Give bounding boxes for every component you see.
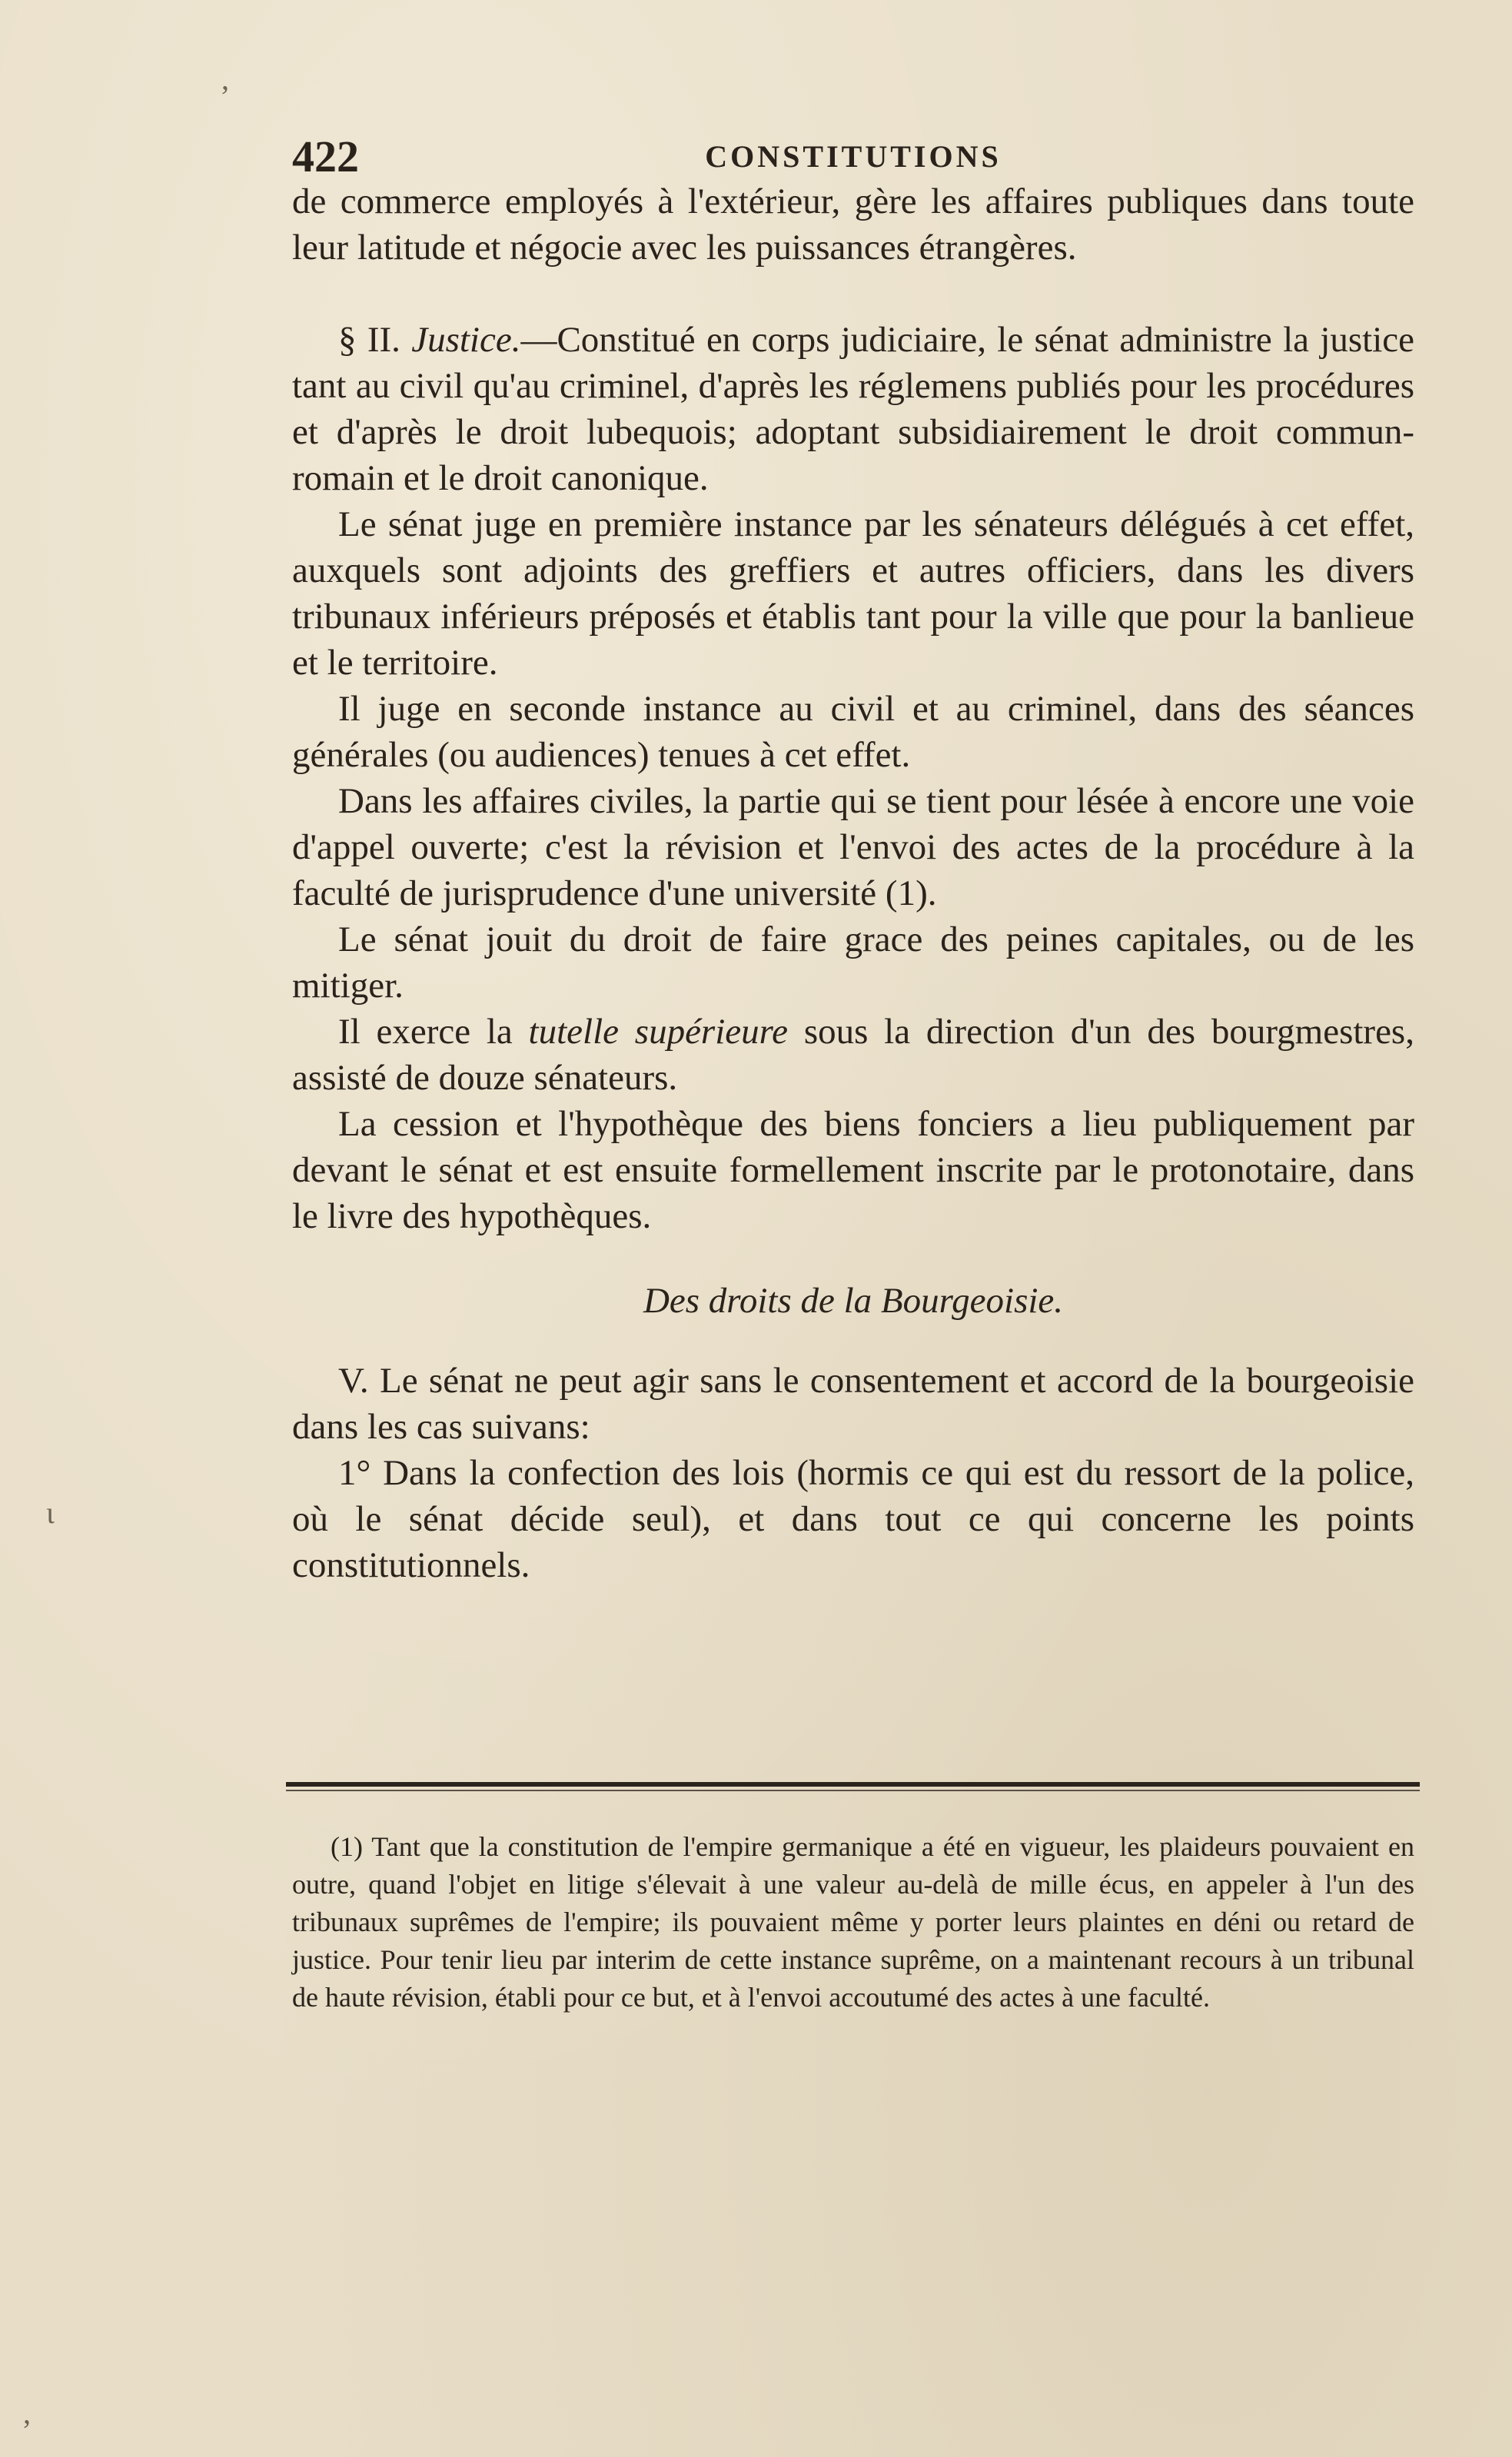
footnote-rule bbox=[286, 1782, 1420, 1787]
tutelle-text-before: Il exerce la bbox=[338, 1012, 529, 1052]
paragraph-commerce: de commerce employés à l'extérieur, gère les affaires publiques dans toute leur latitude et négocie avec les puissances étrangères. bbox=[292, 181, 1414, 268]
justice-heading: Justice. bbox=[411, 320, 521, 360]
paragraph-consent: V. Le sénat ne peut agir sans le consentement et accord de la bourgeoisie dans les cas suivans: bbox=[292, 1361, 1414, 1447]
footnote-rule-thin bbox=[286, 1790, 1420, 1791]
justice-text: —Constitué en corps judiciaire, le sénat administre la justice tant au civil qu'au criminel, d'après les réglemens publiés pour les procédures et d'après le droit lubequois; adoptant subsidiairement le droit commun-romain et le droit canonique. bbox=[292, 320, 1415, 498]
paragraph-second-instance: Il juge en seconde instance au civil et au criminel, dans des séances générales (ou audiences) tenues à cet effet. bbox=[292, 689, 1414, 775]
paragraph-justice bbox=[292, 317, 1414, 501]
stray-mark-top: ʼ bbox=[220, 79, 231, 114]
running-head: CONSTITUTIONS bbox=[705, 139, 1002, 174]
page-header bbox=[292, 131, 1414, 185]
stray-mark-left: ɩ bbox=[46, 1495, 55, 1530]
justice-section-mark: § II. bbox=[338, 320, 400, 360]
paragraph-mortgage: La cession et l'hypothèque des biens fonciers a lieu publiquement par devant le sénat et est ensuite formellement inscrite par le protonotaire, dans le livre des hypothèques. bbox=[292, 1104, 1414, 1236]
tutelle-text-after: sous la direction d'un des bourgmestres, assisté de douze sénateurs. bbox=[292, 1012, 1414, 1098]
paragraph-pardon: Le sénat jouit du droit de faire grace des peines capitales, ou de les mitiger. bbox=[292, 919, 1414, 1006]
body-text bbox=[292, 178, 1414, 1588]
page-number: 422 bbox=[292, 131, 359, 181]
paragraph-laws: 1° Dans la confection des lois (hormis ce qui est du ressort de la police, où le sénat décide seul), et dans tout ce qui concerne les points constitutionnels. bbox=[292, 1453, 1414, 1585]
section-title-bourgeoisie: Des droits de la Bourgeoisie. bbox=[643, 1281, 1064, 1321]
tutelle-emphasis: tutelle supérieure bbox=[528, 1012, 789, 1052]
paragraph-civil-appeal: Dans les affaires civiles, la partie qui se tient pour lésée à encore une voie d'appel ouverte; c'est la révision et l'envoi des actes de la procédure à la faculté de jurisprudence d'une université (1). bbox=[292, 781, 1414, 913]
paragraph-tutelle bbox=[292, 1009, 1414, 1101]
stray-mark-bottom: ʼ bbox=[22, 2413, 32, 2448]
footnote: (1) Tant que la constitution de l'empire germanique a été en vigueur, les plaideurs pouvaient en outre, quand l'objet en litige s'élevait à une valeur au-delà de mille écus, en appeler à l'un des tribunaux suprêmes de l'empire; ils pouvaient même y porter leurs plaintes en déni ou retard de justice. Pour tenir lieu par interim de cette instance suprême, on a maintenant recours à un tribunal de haute révision, établi pour ce but, et à l'envoi accoutumé des actes à une faculté. bbox=[292, 1831, 1414, 2013]
paragraph-first-instance: Le sénat juge en première instance par les sénateurs délégués à cet effet, auxquels sont adjoints des greffiers et autres officiers, dans les divers tribunaux inférieurs préposés et établis tant pour la ville que pour la banlieue et le territoire. bbox=[292, 504, 1414, 683]
